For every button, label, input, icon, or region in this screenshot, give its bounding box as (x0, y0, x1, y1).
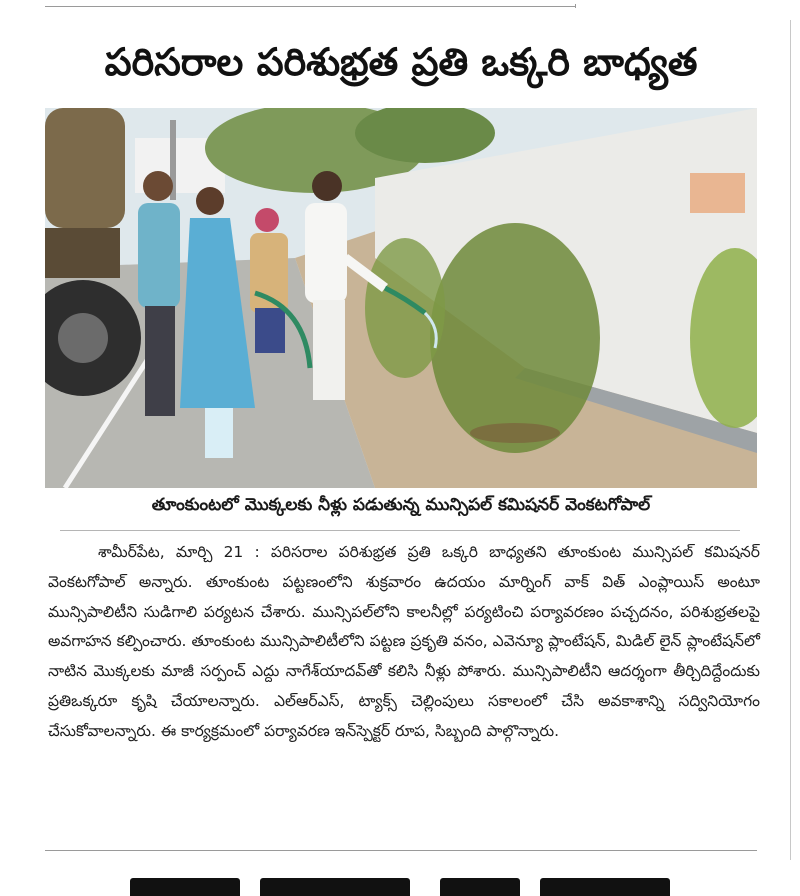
article-paragraph (48, 538, 760, 747)
photo-person-4-head (312, 171, 342, 201)
caption-rule (60, 530, 740, 531)
top-rule-tick (575, 4, 576, 8)
photo-caption: తూంకుంటలో మొక్కలకు నీళ్లు పడుతున్న మున్సిపల్ కమిషనర్ వెంకటగోపాల్ (151, 495, 651, 515)
article-dateline: శామీర్‌పేట, మార్చి 21 : (98, 543, 260, 561)
top-rule (45, 6, 575, 7)
column-rule (790, 20, 791, 860)
photo-person-2-legs (205, 408, 233, 458)
next-headline-glyphs-3 (440, 878, 520, 896)
photo-tanker-body (45, 228, 120, 278)
next-headline-glyphs-4 (540, 878, 670, 896)
bottom-rule (45, 850, 757, 851)
photo-person-1-head (143, 171, 173, 201)
photo-person-3-skirt (255, 308, 285, 353)
photo-soil-basin (470, 423, 560, 443)
photo-tanker-tank (45, 108, 125, 228)
photo-wall-paint (690, 173, 745, 213)
photo-shrub-2 (365, 238, 445, 378)
article-body (48, 538, 760, 747)
photo-person-3-scarf (255, 208, 279, 232)
next-headline-fragment (120, 866, 680, 896)
headline: పరిసరాల పరిశుభ్రత ప్రతి ఒక్కరి బాధ్యత (104, 40, 698, 84)
photo-person-4-trousers (313, 300, 345, 400)
photo-person-2-head (196, 187, 224, 215)
photo-shrub (430, 223, 600, 453)
article-text: పరిసరాల పరిశుభ్రత ప్రతి ఒక్కరి బాధ్యతని తూంకుంట మున్సిపల్ కమిషనర్ వెంకటగోపాల్ అన్నారు. తూంకుంట పట్టణంలోని శుక్రవారం ఉదయం మార్నింగ్ వాక్ విత్ ఎంప్లాయిస్ అంటూ మున్సిపాలిటీని సుడిగాలి పర్యటన చేశారు. మున్సిపల్‌లోని కాలనీల్లో పర్యటించి పర్యావరణం పచ్చదనం, పరిశుభ్రతలపై అవగాహన కల్పించారు. తూంకుంట మున్సిపాలిటీలోని పట్టణ ప్రకృతి వనం, ఎవెన్యూ ప్లాంటేషన్, మిడిల్ లైన్ ప్లాంటేషన్‌లో నాటిన మొక్కలకు మాజీ సర్పంచ్ ఎద్దు నాగేశ్‌యాదవ్‌తో కలిసి నీళ్లు పోశారు. మున్సిపాలిటీని ఆదర్శంగా తీర్చిదిద్దేందుకు ప్రతిఒక్కరూ కృషి చేయాలన్నారు. ఎల్ఆర్ఎస్, ట్యాక్స్ చెల్లింపులు సకాలంలో చేసి అవకాశాన్ని సద్వినియోగం చేసుకోవాలన్నారు. ఈ కార్యక్రమంలో పర్యావరణ ఇన్‌స్పెక్టర్ రూప, సిబ్బంది పాల్గొన్నారు. (48, 543, 760, 740)
news-photo (45, 108, 757, 488)
next-headline-glyphs-1 (130, 878, 240, 896)
photo-person-1-trousers (145, 306, 175, 416)
photo-person-1-shirt (138, 203, 180, 308)
photo-person-4-shirt (305, 203, 347, 303)
next-headline-glyphs-2 (260, 878, 410, 896)
news-photo-illustration (45, 108, 757, 488)
photo-tanker-hub (58, 313, 108, 363)
